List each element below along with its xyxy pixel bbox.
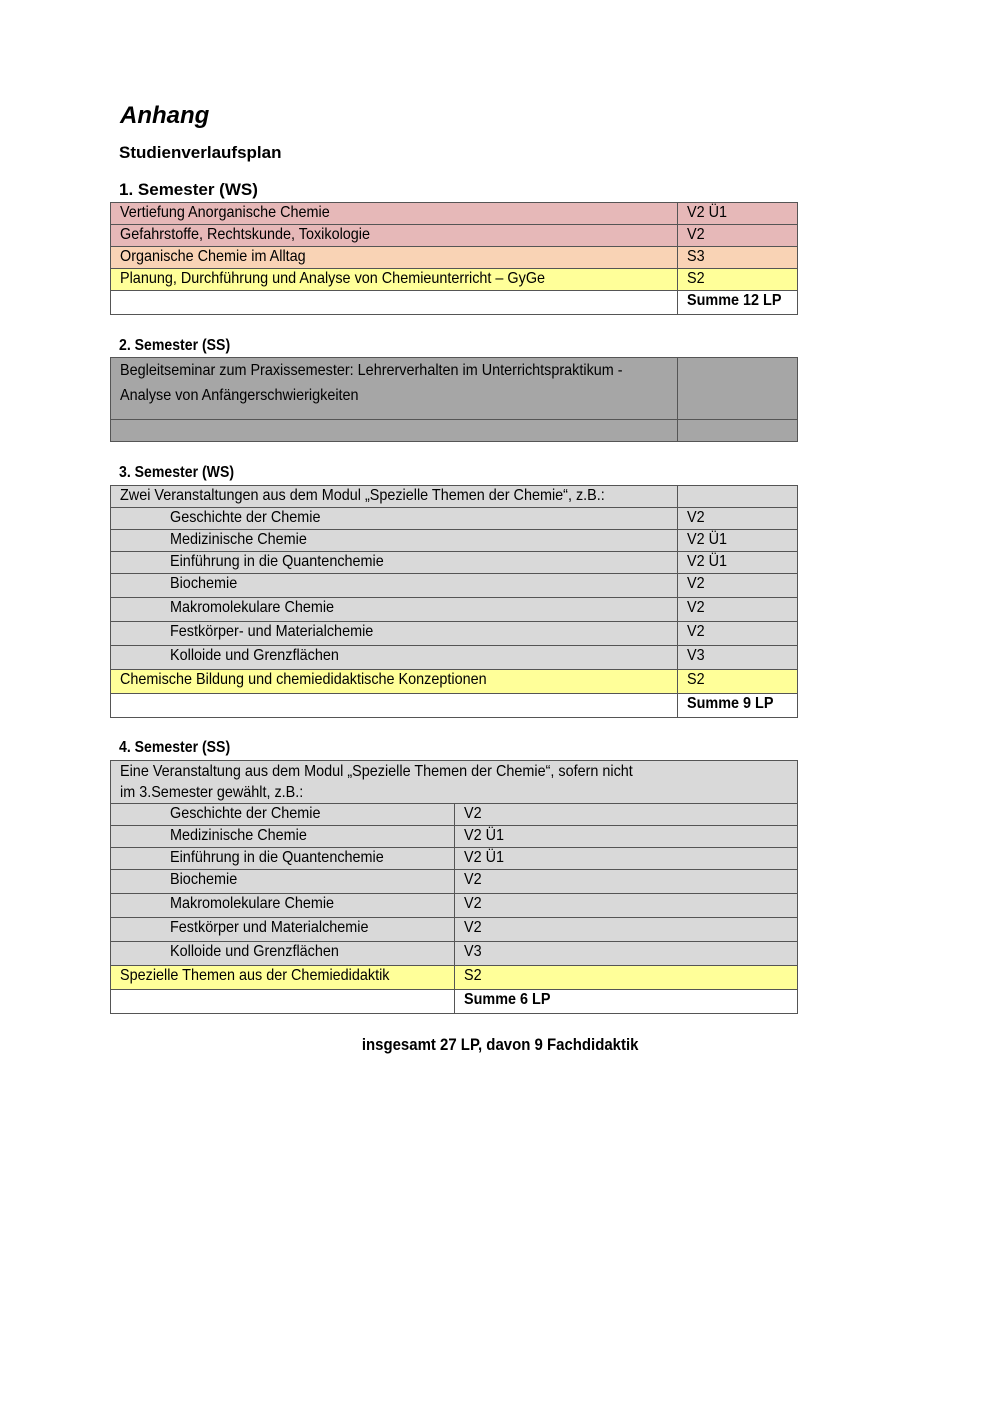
course-credits: S3 [678,247,798,269]
semester-4-table [110,760,798,1014]
table-row [111,598,798,622]
course-name: Geschichte der Chemie [111,804,455,826]
course-credits: V2 [454,894,798,918]
course-credits: S2 [678,269,798,291]
sum-row [111,291,798,315]
table-row [111,870,798,894]
table-row [111,574,798,598]
course-credits: V2 Ü1 [678,530,798,552]
course-credits: V2 [454,804,798,826]
module-intro: Eine Veranstaltung aus dem Modul „Spezielle Themen der Chemie“, sofern nicht im 3.Semester gewählt, z.B.: [111,761,798,804]
course-credits: V3 [678,646,798,670]
table-row [111,942,798,966]
sum-row [111,694,798,718]
course-name: Medizinische Chemie [111,826,455,848]
table-row [111,804,798,826]
course-name: Einführung in die Quantenchemie [111,552,678,574]
course-name: Einführung in die Quantenchemie [111,848,455,870]
empty-cell [111,420,678,442]
semester-3-title: 3. Semester (WS) [119,464,235,481]
page-heading: Anhang [120,102,210,129]
course-credits: V2 [454,870,798,894]
course-credits: S2 [454,966,798,990]
course-name: Medizinische Chemie [111,530,678,552]
table-row [111,420,798,442]
course-name: Festkörper und Materialchemie [111,918,455,942]
table-row [111,508,798,530]
course-name: Makromolekulare Chemie [111,894,455,918]
course-credits: V2 [678,508,798,530]
course-name: Kolloide und Grenzflächen [111,942,455,966]
empty-cell [678,420,798,442]
course-name: Gefahrstoffe, Rechtskunde, Toxikologie [111,225,678,247]
table-row [111,848,798,870]
table-row [111,646,798,670]
semester-1-title: 1. Semester (WS) [119,180,258,199]
page-subheading: Studienverlaufsplan [119,143,282,162]
total-credits-text: insgesamt 27 LP, davon 9 Fachdidaktik [361,1035,639,1054]
table-row [111,622,798,646]
table-row [111,918,798,942]
module-intro: Zwei Veranstaltungen aus dem Modul „Spezielle Themen der Chemie“, z.B.: [111,486,678,508]
course-name: Geschichte der Chemie [111,508,678,530]
table-row [111,826,798,848]
course-name: Chemische Bildung und chemiedidaktische Konzeptionen [111,670,678,694]
table-row [111,358,798,420]
table-row [111,225,798,247]
course-credits: V2 [678,598,798,622]
table-row [111,552,798,574]
course-name: Biochemie [111,870,455,894]
course-name: Spezielle Themen aus der Chemiedidaktik [111,966,455,990]
table-row [111,894,798,918]
empty-cell [111,694,678,718]
course-credits: V2 Ü1 [678,552,798,574]
table-row [111,530,798,552]
table-row [111,247,798,269]
course-credits [678,358,798,420]
table-row [111,269,798,291]
course-name: Kolloide und Grenzflächen [111,646,678,670]
course-credits: V2 [454,918,798,942]
table-row [111,670,798,694]
course-name: Vertiefung Anorganische Chemie [111,203,678,225]
semester-2-table [110,357,798,442]
table-row [111,486,798,508]
semester-4-title: 4. Semester (SS) [119,739,231,756]
semester-sum: Summe 6 LP [454,990,798,1014]
semester-3-table [110,485,798,718]
table-row [111,203,798,225]
empty-cell [678,486,798,508]
table-row [111,966,798,990]
course-credits: V2 [678,574,798,598]
semester-2-title: 2. Semester (SS) [119,337,231,354]
course-credits: V2 Ü1 [454,848,798,870]
semester-sum: Summe 12 LP [678,291,798,315]
semester-1-table [110,202,798,315]
course-credits: S2 [678,670,798,694]
course-name: Planung, Durchführung und Analyse von Chemieunterricht – GyGe [111,269,678,291]
sum-row [111,990,798,1014]
course-credits: V2 [678,622,798,646]
course-credits: V2 Ü1 [454,826,798,848]
course-name: Begleitseminar zum Praxissemester: Lehrerverhalten im Unterrichtspraktikum - Analyse von Anfängerschwierigkeiten [111,358,678,420]
course-name: Biochemie [111,574,678,598]
course-credits: V2 Ü1 [678,203,798,225]
course-credits: V2 [678,225,798,247]
course-name: Festkörper- und Materialchemie [111,622,678,646]
course-name: Organische Chemie im Alltag [111,247,678,269]
course-name: Makromolekulare Chemie [111,598,678,622]
course-credits: V3 [454,942,798,966]
semester-sum: Summe 9 LP [678,694,798,718]
total-credits [0,1035,1000,1055]
table-row [111,761,798,804]
empty-cell [111,291,678,315]
empty-cell [111,990,455,1014]
